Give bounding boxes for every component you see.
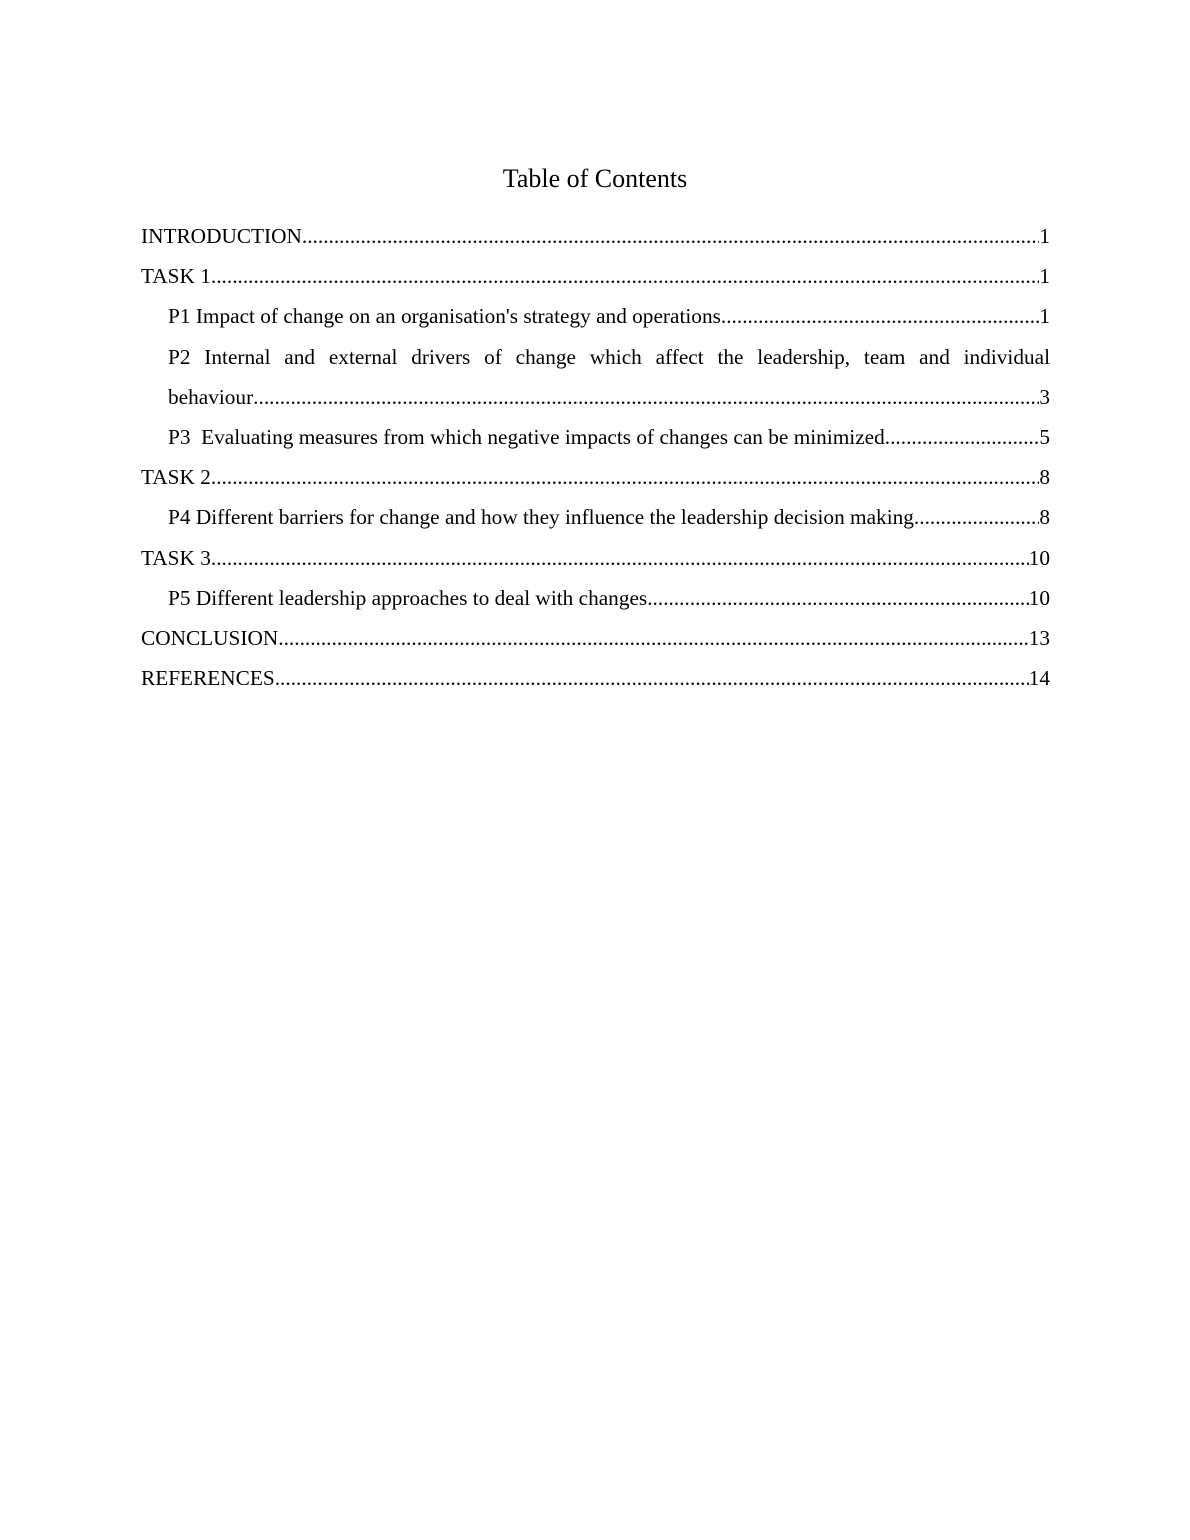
toc-page-number: 1 xyxy=(1039,216,1050,256)
toc-entry-label: TASK 3 xyxy=(141,545,211,570)
toc-entry-task-2[interactable] xyxy=(141,457,1050,497)
toc-entry-p4[interactable] xyxy=(141,497,1050,537)
toc-leader-dots xyxy=(275,658,1029,698)
toc-entry-p1[interactable] xyxy=(141,296,1050,336)
toc-leader-dots xyxy=(721,296,1039,336)
toc-leader-dots xyxy=(211,457,1039,497)
toc-entry-p3[interactable] xyxy=(141,417,1050,457)
toc-title: Table of Contents xyxy=(502,164,688,193)
toc-page-number: 14 xyxy=(1029,658,1050,698)
toc-page-number: 10 xyxy=(1029,538,1050,578)
toc-list xyxy=(141,216,1050,698)
toc-entry-label: P5 Different leadership approaches to deal with changes xyxy=(168,585,648,610)
toc-entry-task-1[interactable] xyxy=(141,256,1050,296)
toc-entry-label: P3 Evaluating measures from which negative impacts of changes can be minimized xyxy=(168,424,885,449)
toc-entry-label: CONCLUSION xyxy=(141,625,279,650)
toc-entry-task-3[interactable] xyxy=(141,538,1050,578)
toc-page-number: 1 xyxy=(1039,256,1050,296)
toc-leader-dots xyxy=(647,578,1028,618)
toc-entry-label: INTRODUCTION xyxy=(141,224,302,248)
toc-entry-label-line1: P2 Internal and external drivers of change which affect the leadership, team and individual xyxy=(168,344,1050,369)
toc-entry-label: TASK 1 xyxy=(141,264,211,289)
toc-page-number: 13 xyxy=(1029,618,1050,658)
toc-entry-label: behaviour xyxy=(168,384,254,409)
toc-entry-label: P1 Impact of change on an organisation's strategy and operations xyxy=(168,304,721,329)
toc-page-number: 3 xyxy=(1039,377,1050,417)
toc-page-number: 8 xyxy=(1039,457,1050,497)
toc-page-number: 1 xyxy=(1039,296,1050,336)
toc-entry-conclusion[interactable] xyxy=(141,618,1050,658)
toc-entry-introduction[interactable] xyxy=(141,216,1050,256)
toc-entry-label: REFERENCES xyxy=(141,666,275,691)
toc-leader-dots xyxy=(885,417,1040,457)
toc-leader-dots xyxy=(302,216,1039,256)
toc-entry-p5[interactable] xyxy=(141,578,1050,618)
toc-page-number: 8 xyxy=(1039,497,1050,537)
toc-leader-dots xyxy=(914,497,1039,537)
toc-page-number: 10 xyxy=(1029,578,1050,618)
toc-leader-dots xyxy=(278,618,1028,658)
toc-entry-label: P4 Different barriers for change and how they influence the leadership decision making xyxy=(168,505,914,530)
toc-entry-p2[interactable] xyxy=(141,337,1050,417)
toc-leader-dots xyxy=(211,538,1029,578)
toc-leader-dots xyxy=(253,377,1039,417)
toc-leader-dots xyxy=(211,256,1039,296)
toc-page-number: 5 xyxy=(1039,417,1050,457)
toc-entry-label: TASK 2 xyxy=(141,465,211,490)
toc-entry-references[interactable] xyxy=(141,658,1050,698)
